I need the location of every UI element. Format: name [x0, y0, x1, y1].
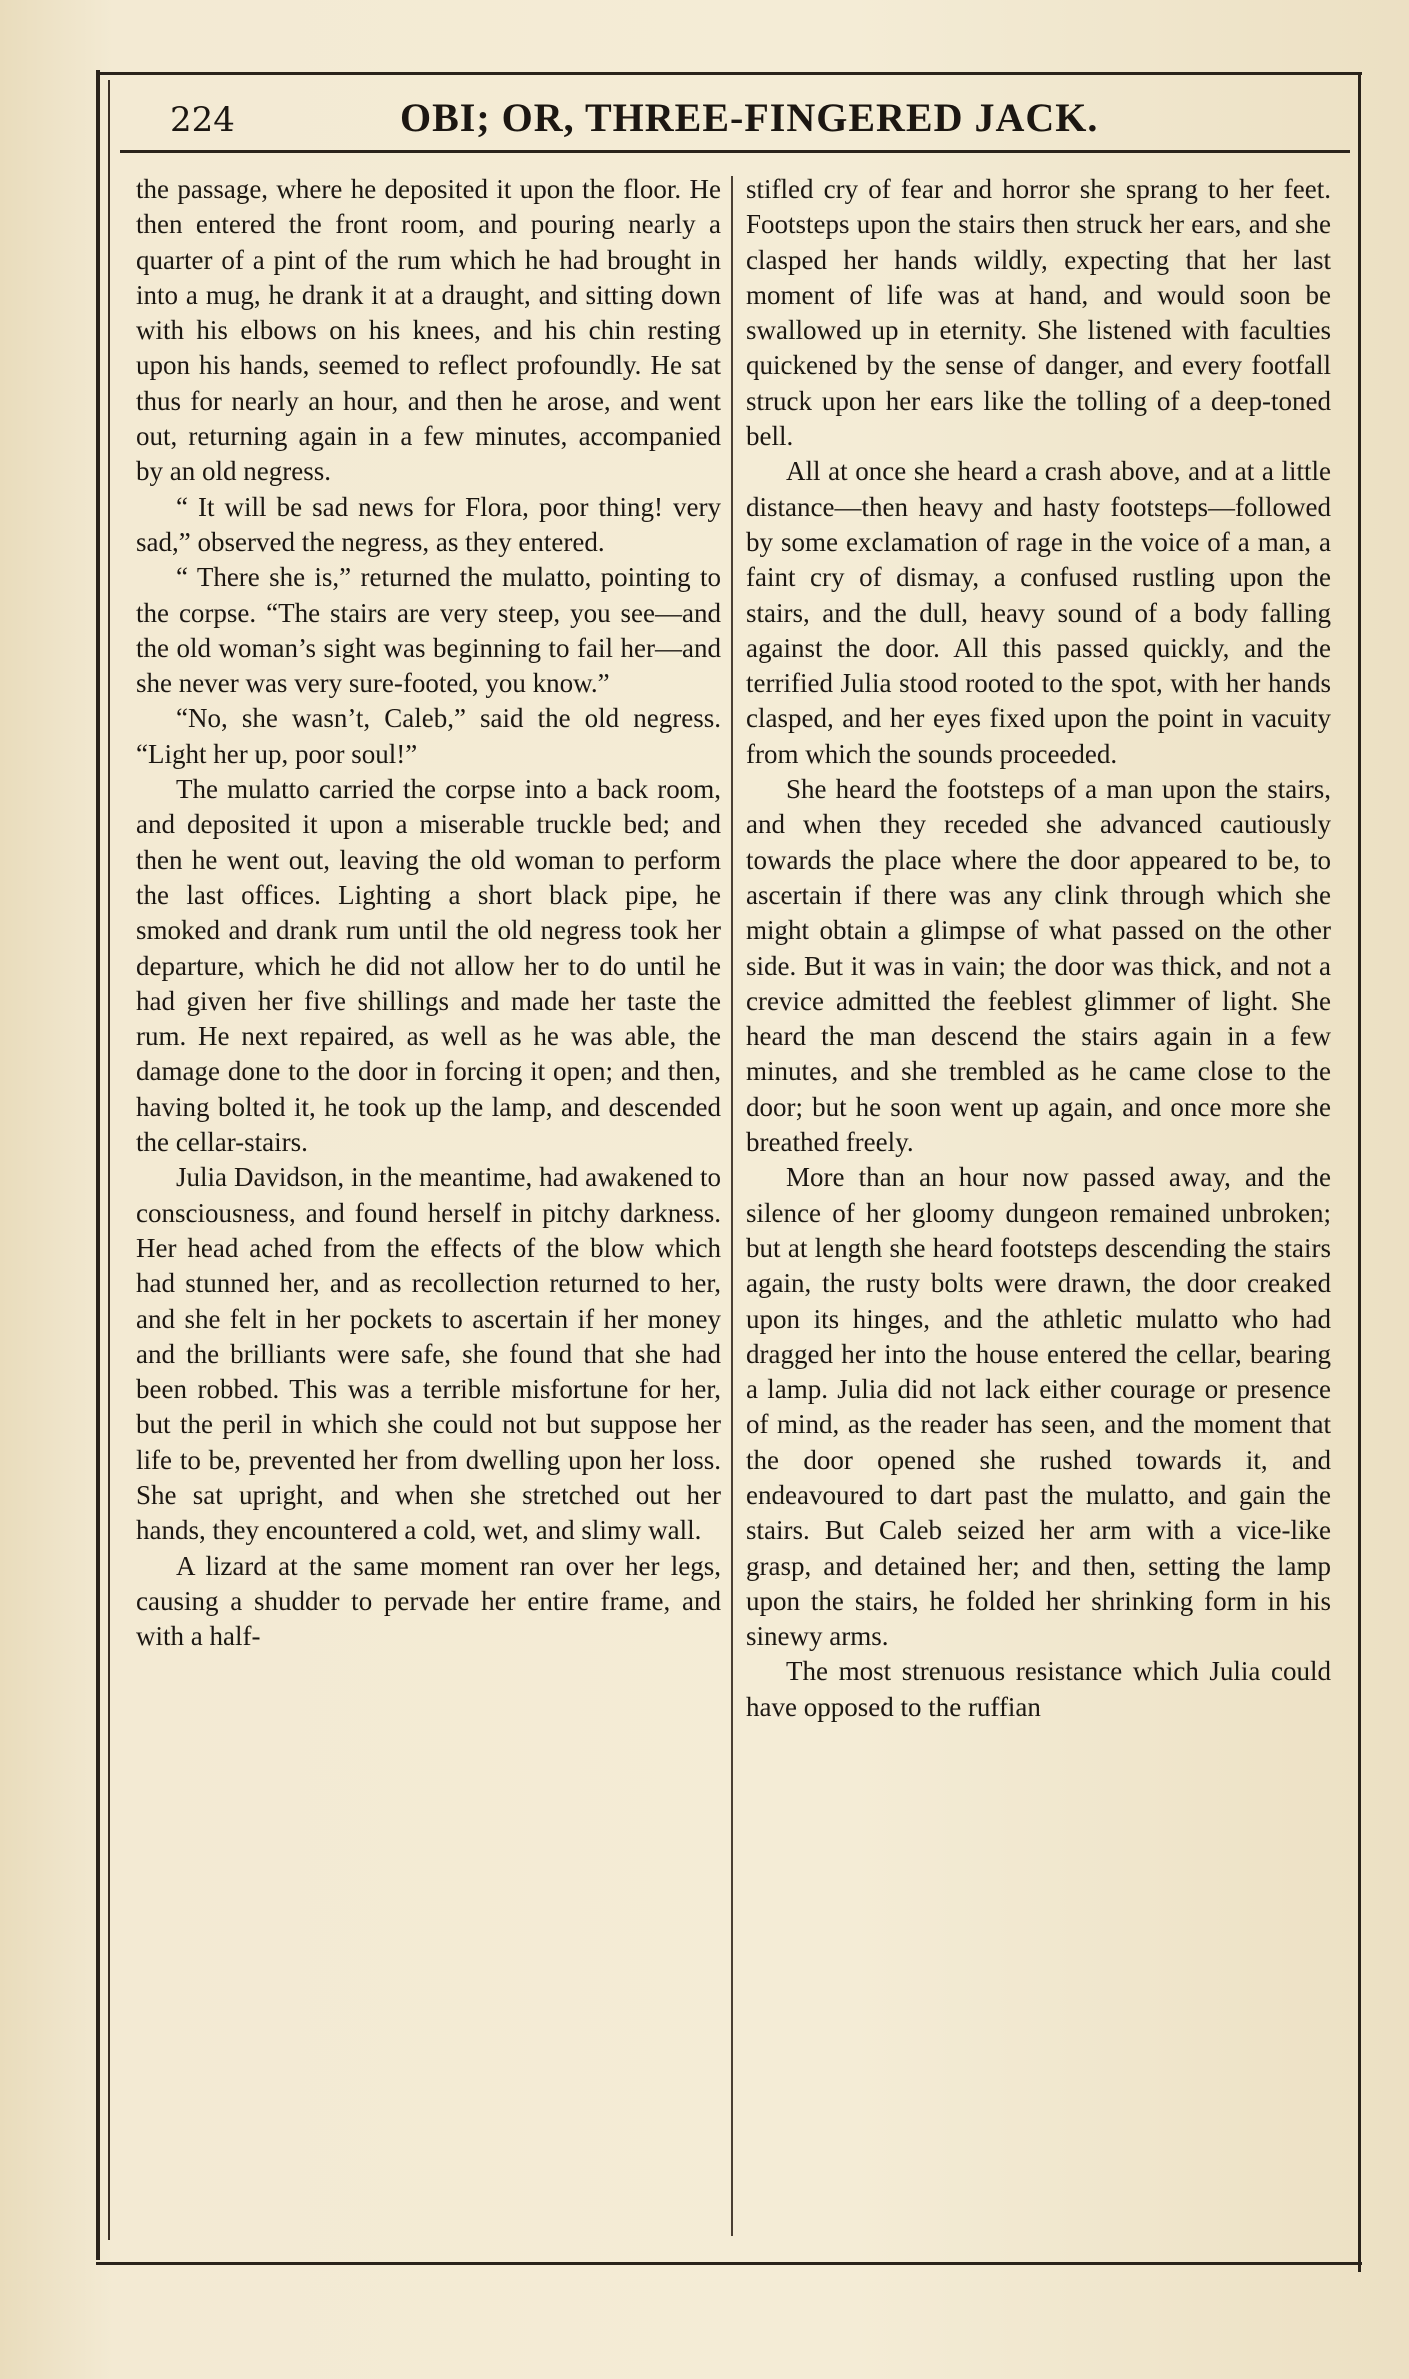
paragraph: Julia Davidson, in the meantime, had awakened to consciousness, and found herself in pitchy darkness. Her head ached from the effects of the blow which had stunned her, and as recollection returned to her, and she felt in her pockets to ascertain if her money and the brilliants were safe, she found that she had been robbed. This was a terrible misfortune for her, but the peril in which she could not but suppose her life to be, prevented her from dwelling upon her loss. She sat upright, and when she stretched out her hands, they encountered a cold, wet, and slimy wall.	[136, 1162, 721, 1546]
header-rule	[120, 150, 1350, 153]
bottom-border	[96, 2262, 1362, 2265]
top-border	[100, 72, 1362, 75]
paragraph: A lizard at the same moment ran over her legs, causing a shudder to pervade her entire frame, and with a half-	[136, 1550, 721, 1652]
paragraph: “ It will be sad news for Flora, poor thing! very sad,” observed the negress, as they entered.	[136, 491, 721, 557]
paragraph: She heard the footsteps of a man upon the stairs, and when they receded she advanced cautiously towards the place where the door appeared to be, to ascertain if there was any clink through which she might obtain a glimpse of what passed on the other side. But it was in vain; the door was thick, and not a crevice admitted the feeblest glimmer of light. She heard the man descend the stairs again in a few minutes, and she trembled as he came close to the door; but he soon went up again, and once more she breathed freely.	[746, 774, 1331, 1158]
page-number: 224	[170, 100, 235, 140]
right-border	[1358, 72, 1361, 2272]
left-border	[96, 70, 100, 2260]
page-header	[120, 92, 1348, 148]
paragraph: The mulatto carried the corpse into a back room, and deposited it upon a miserable truckle bed; and then he went out, leaving the old woman to perform the last offices. Lighting a short black pipe, he smoked and drank rum until the old negress took her departure, which he did not allow her to do until he had given her five shillings and made her taste the rum. He next repaired, as well as he was able, the damage done to the door in forcing it open; and then, having bolted it, he took up the lamp, and descended the cellar-stairs.	[136, 774, 721, 1158]
right-column	[746, 172, 1331, 1725]
left-inner-border	[108, 80, 110, 2240]
paragraph: All at once she heard a crash above, and at a little distance—then heavy and hasty footsteps—followed by some exclamation of rage in the voice of a man, a faint cry of dismay, a confused rustling upon the stairs, and the dull, heavy sound of a body falling against the door. All this passed quickly, and the terrified Julia stood rooted to the spot, with her hands clasped, and her eyes fixed upon the point in vacuity from which the sounds proceeded.	[746, 456, 1331, 769]
paragraph: “ There she is,” returned the mulatto, pointing to the corpse. “The stairs are very steep, you see—and the old woman’s sight was beginning to fail her—and she never was very sure-footed, you know.”	[136, 562, 721, 699]
left-column	[136, 172, 721, 1654]
paragraph: More than an hour now passed away, and the silence of her gloomy dungeon remained unbroken; but at length she heard footsteps descending the stairs again, the rusty bolts were drawn, the door creaked upon its hinges, and the athletic mulatto who had dragged her into the house entered the cellar, bearing a lamp. Julia did not lack either courage or presence of mind, as the reader has seen, and the moment that the door opened she rushed towards it, and endeavoured to dart past the mulatto, and gain the stairs. But Caleb seized her arm with a vice-like grasp, and detained her; and then, setting the lamp upon the stairs, he folded her shrinking form in his sinewy arms.	[746, 1162, 1331, 1652]
paragraph: the passage, where he deposited it upon the floor. He then entered the front room, and pouring nearly a quarter of a pint of the rum which he had brought in into a mug, he drank it at a draught, and sitting down with his elbows on his knees, and his chin resting upon his hands, seemed to reflect profoundly. He sat thus for nearly an hour, and then he arose, and went out, returning again in a few minutes, accompanied by an old negress.	[136, 174, 721, 487]
paragraph: “No, she wasn’t, Caleb,” said the old negress. “Light her up, poor soul!”	[136, 703, 721, 769]
paragraph: The most strenuous resistance which Julia could have opposed to the ruffian	[746, 1656, 1331, 1722]
paragraph: stifled cry of fear and horror she sprang to her feet. Footsteps upon the stairs then struck her ears, and she clasped her hands wildly, expecting that her last moment of life was at hand, and would soon be swallowed up in eternity. She listened with faculties quickened by the sense of danger, and every footfall struck upon her ears like the tolling of a deep-toned bell.	[746, 174, 1331, 452]
column-divider	[731, 176, 733, 2236]
running-title: OBI; OR, THREE-FINGERED JACK.	[400, 95, 1099, 140]
